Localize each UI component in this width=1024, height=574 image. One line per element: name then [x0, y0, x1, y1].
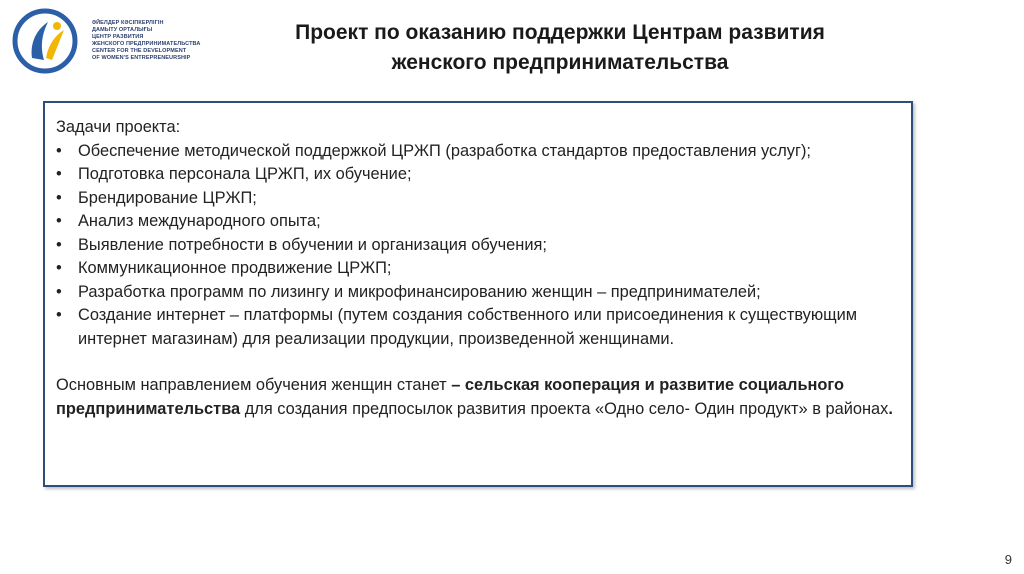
summary-text: Основным направлением обучения женщин станет [56, 376, 452, 394]
page-title-line-2: женского предпринимательства [391, 51, 729, 74]
logo-line: OF WOMEN'S ENTREPRENEURSHIP [92, 55, 191, 61]
bullet-icon: • [56, 141, 62, 160]
logo-line: ДАМЫТУ ОРТАЛЫҒЫ [92, 27, 153, 33]
task-text: Подготовка персонала ЦРЖП, их обучение; [78, 165, 412, 183]
list-item [56, 257, 896, 281]
page-title-line-1: Проект по оказанию поддержки Центрам развития [295, 21, 825, 44]
list-item [56, 163, 896, 187]
page-title [230, 18, 890, 78]
logo-line: CENTER FOR THE DEVELOPMENT [92, 48, 187, 54]
bullet-icon: • [56, 212, 62, 230]
logo-line: ЦЕНТР РАЗВИТИЯ [92, 34, 144, 40]
summary-text: для создания предпосылок развития проекта «Одно село- Один продукт» в районах [240, 399, 889, 418]
tasks-list [56, 140, 896, 352]
summary-paragraph [56, 374, 896, 421]
task-text: Обеспечение методической поддержкой ЦРЖП (разработка стандартов предоставления услуг); [78, 141, 811, 160]
task-text: Создание интернет – платформы (путем создания собственного или присоединения к существующим интернет магазинам) для реализации продукции, произведенной женщинами. [78, 306, 858, 348]
project-tasks-box [43, 101, 913, 487]
project-tasks-content [56, 116, 896, 421]
list-item [56, 234, 896, 258]
logo [12, 8, 232, 74]
summary-period: . [888, 399, 893, 418]
summary-emphasis: – сельская кооперация и развитие социального предпринимательства [56, 376, 845, 418]
task-text: Коммуникационное продвижение ЦРЖП; [78, 259, 392, 277]
bullet-icon: • [56, 235, 62, 254]
logo-line: ЖЕНСКОГО ПРЕДПРИНИМАТЕЛЬСТВА [92, 41, 201, 47]
list-item [56, 187, 896, 211]
list-item [56, 210, 896, 234]
women-entrepreneurship-center-emblem-icon [12, 8, 78, 74]
task-text: Разработка программ по лизингу и микрофинансированию женщин – предпринимателей; [78, 282, 761, 301]
bullet-icon: • [56, 306, 62, 324]
logo-text [92, 20, 242, 62]
tasks-heading: Задачи проекта: [56, 118, 181, 136]
task-text: Анализ международного опыта; [78, 212, 321, 230]
list-item [56, 140, 896, 164]
task-text: Выявление потребности в обучении и организация обучения; [78, 235, 547, 254]
bullet-icon: • [56, 165, 62, 183]
list-item [56, 304, 896, 351]
list-item [56, 281, 896, 305]
bullet-icon: • [56, 259, 62, 277]
logo-line: ӘЙЕЛДЕР КӘСІПКЕРЛІГІН [92, 20, 164, 26]
bullet-icon: • [56, 282, 62, 301]
bullet-icon: • [56, 188, 62, 207]
page-number: 9 [1004, 552, 1012, 567]
task-text: Брендирование ЦРЖП; [78, 188, 257, 207]
